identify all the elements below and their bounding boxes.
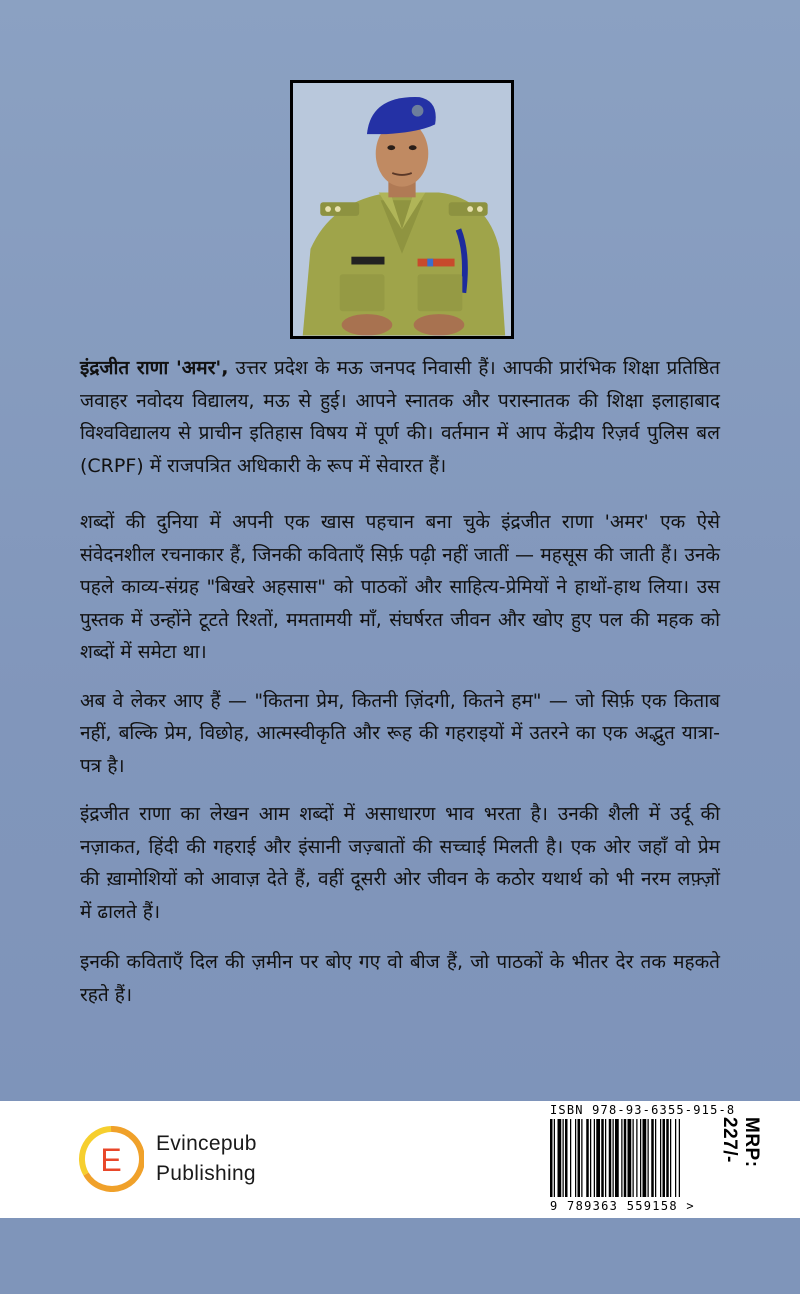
barcode-bar — [613, 1119, 614, 1197]
isbn-label: ISBN 978-93-6355-915-8 — [550, 1103, 736, 1117]
barcode-bar — [575, 1119, 576, 1197]
author-name: इंद्रजीत राणा 'अमर', — [80, 357, 229, 379]
bio-paragraph-1-text: उत्तर प्रदेश के मऊ जनपद निवासी हैं। आपकी प्रारंभिक शिक्षा प्रतिष्ठित जवाहर नवोदय विद्यालय, मऊ से हुई। आपने स्नातक और परास्नातक की शिक्षा इलाहाबाद विश्वविद्यालय से प्राचीन इतिहास विषय में पूर्ण की। वर्तमान में आप केंद्रीय रिज़र्व पुलिस बल (CRPF) में राजपत्रित अधिकारी के रूप में सेवारत हैं। — [80, 357, 721, 477]
author-photo-illustration — [293, 83, 511, 336]
barcode-bar — [624, 1119, 627, 1197]
bio-paragraph-4: इंद्रजीत राणा का लेखन आम शब्दों में असाधारण भाव भरता है। उनकी शैली में उर्दू की नज़ाकत, हिंदी की गहराई और इंसानी जज़्बातों की सच्चाई मिलती है। एक ओर जहाँ वो प्रेम की ख़ामोशियों को आवाज़ देते हैं, वहीं दूसरी ओर जीवन के कठोर यथार्थ को भी नरम लफ़्ज़ों में ढालते हैं। — [80, 803, 720, 923]
barcode-bar — [648, 1119, 649, 1197]
logo-letter: E — [100, 1142, 122, 1178]
barcode-bar — [670, 1119, 671, 1197]
barcode-bar — [594, 1119, 595, 1197]
barcode-bar — [565, 1119, 568, 1197]
bio-paragraph-2: शब्दों की दुनिया में अपनी एक खास पहचान बना चुके इंद्रजीत राणा 'अमर' एक ऐसे संवेदनशील रचनाकार हैं, जिनकी कविताएँ सिर्फ़ पढ़ी नहीं जातीं — महसूस की जाती हैं। उनके पहले काव्य-संग्रह "बिखरे अहसास" को पाठकों और साहित्य-प्रेमियों ने हाथों-हाथ लिया। उस पुस्तक में उन्होंने टूटते रिश्तों, ममतामयी माँ, संघर्षरत जीवन और खोए हुए पल की महक को शब्दों में समेटा था। — [80, 511, 720, 663]
barcode-bar — [651, 1119, 654, 1197]
barcode-bar — [675, 1119, 676, 1197]
barcode-bar — [605, 1119, 606, 1197]
barcode-bar — [586, 1119, 589, 1197]
barcode-bar — [550, 1119, 553, 1197]
barcode-bar — [609, 1119, 612, 1197]
barcode-bar — [596, 1119, 600, 1197]
barcode-bar — [578, 1119, 581, 1197]
publisher-name: Evincepub — [156, 1132, 257, 1155]
barcode-bar — [636, 1119, 637, 1197]
mrp-price: MRP: 227/- — [719, 1117, 762, 1168]
barcode-bar — [601, 1119, 604, 1197]
publisher-footer — [0, 1101, 800, 1218]
isbn-barcode-block — [548, 1101, 788, 1218]
bottom-band — [0, 1218, 800, 1294]
barcode-bar — [554, 1119, 555, 1197]
bio-paragraph-3: अब वे लेकर आए हैं — "कितना प्रेम, कितनी ज़िंदगी, कितने हम" — जो सिर्फ़ एक किताब नहीं, बल्कि प्रेम, विछोह, आत्मस्वीकृति और रूह की गहराइयों में उतरने का एक अद्भुत यात्रा-पत्र है। — [80, 689, 720, 777]
bio-paragraph-1 — [80, 352, 720, 482]
barcode-bar — [581, 1119, 582, 1197]
barcode-bar — [590, 1119, 591, 1197]
barcode-bar — [633, 1119, 634, 1197]
barcode-bar — [570, 1119, 571, 1197]
barcode-bar — [615, 1119, 619, 1197]
barcode-bar — [563, 1119, 564, 1197]
evincepub-logo-icon — [78, 1126, 144, 1192]
barcode-bar — [655, 1119, 656, 1197]
barcode-bar — [558, 1119, 562, 1197]
publisher-logo — [78, 1124, 418, 1194]
author-photo — [290, 80, 514, 339]
barcode-digits: 9 789363 559158 > — [550, 1199, 695, 1213]
barcode-bar — [643, 1119, 647, 1197]
barcode-bar — [663, 1119, 666, 1197]
publisher-subtitle: Publishing — [156, 1162, 256, 1185]
barcode — [548, 1119, 728, 1199]
barcode-bar — [660, 1119, 661, 1197]
barcode-bar — [621, 1119, 622, 1197]
barcode-bar — [628, 1119, 632, 1197]
barcode-bar — [666, 1119, 669, 1197]
barcode-bar — [679, 1119, 680, 1197]
barcode-bar — [640, 1119, 641, 1197]
bio-paragraph-5: इनकी कविताएँ दिल की ज़मीन पर बोए गए वो बीज हैं, जो पाठकों के भीतर देर तक महकते रहते हैं। — [80, 951, 720, 1006]
author-bio — [80, 352, 720, 1025]
